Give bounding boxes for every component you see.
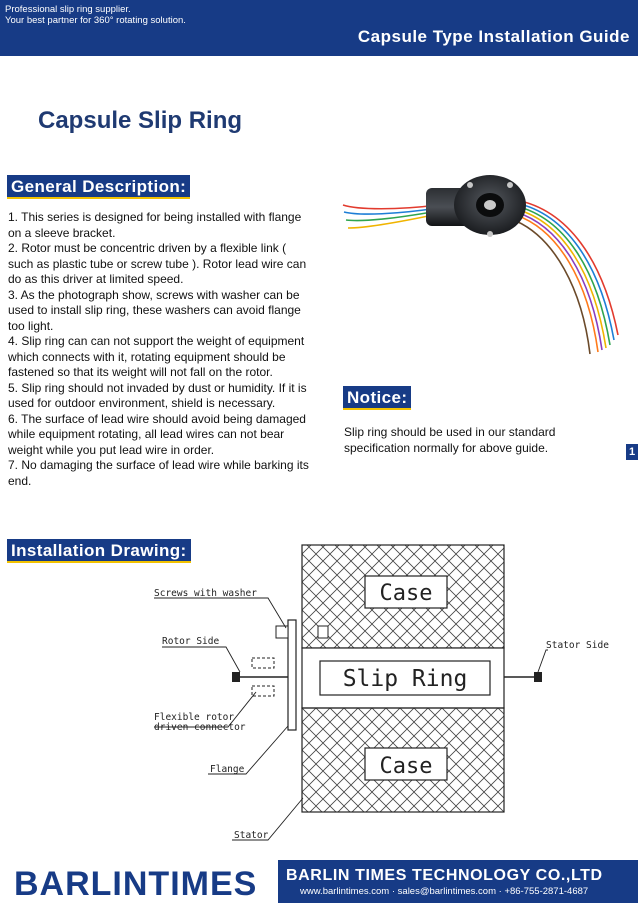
installation-drawing (148, 540, 632, 858)
description-list (8, 210, 314, 489)
stator-side-label: Stator Side (546, 640, 609, 651)
company-logo (14, 864, 260, 900)
product-photo (338, 150, 638, 375)
notice-text: Slip ring should be used in our standard specification normally for above guide. (344, 425, 556, 455)
screws-label: Screws with washer (154, 588, 257, 599)
tagline-line-1: Professional slip ring supplier. (5, 4, 131, 15)
list-item: 2. Rotor must be concentric driven by a flexible link ( such as plastic tube or screw tube ). Rotor lead wire can do as this driver at limited speed. (8, 241, 307, 286)
list-item: 4. Slip ring can can not support the weight of equipment which connects with it, rotating equipment should be fastened so that its weight will not fall on the rotor. (8, 334, 305, 379)
guide-title: Capsule Type Installation Guide (357, 27, 630, 46)
list-item: 6. The surface of lead wire should avoid being damaged while equipment rotating, all lead wires can not bear weight while you put lead wire in order. (8, 411, 306, 457)
svg-text:BARLINTIMES: BARLINTIMES (14, 865, 258, 900)
list-item: 7. No damaging the surface of lead wire while barking its end. (8, 458, 309, 488)
list-item: 5. Slip ring should not invaded by dust or humidity. If it is used for outdoor environment, shield is necessary. (8, 380, 307, 410)
case-bottom-label: Case (379, 754, 433, 779)
slip-ring-label: Slip Ring (342, 666, 468, 692)
flexible-label-2: driven connector (154, 722, 246, 733)
page-title: Capsule Slip Ring (38, 107, 243, 134)
stator-label: Stator (234, 830, 269, 841)
general-description-heading: General Description: (7, 175, 190, 199)
notice-heading: Notice: (343, 386, 411, 410)
case-top-label: Case (379, 581, 433, 606)
company-name: BARLIN TIMES TECHNOLOGY CO.,LTD (286, 867, 603, 884)
tagline-line-2: Your best partner for 360° rotating solution. (5, 15, 186, 26)
flange-label: Flange (210, 764, 245, 775)
list-item: 1. This series is designed for being installed with flange on a sleeve bracket. (8, 210, 302, 240)
contact-info: www.barlintimes.com · sales@barlintimes.com · +86-755-2871-4687 (300, 886, 589, 897)
rotor-side-label: Rotor Side (162, 636, 220, 647)
flange-plate (288, 620, 296, 730)
list-item: 3. As the photograph show, screws with washer can be used to install slip ring, these washers can avoid flange too light. (8, 287, 301, 333)
flexible-label-1: Flexible rotor (154, 712, 235, 723)
page-number: 1 (626, 444, 638, 460)
installation-heading: Installation Drawing: (7, 539, 191, 563)
